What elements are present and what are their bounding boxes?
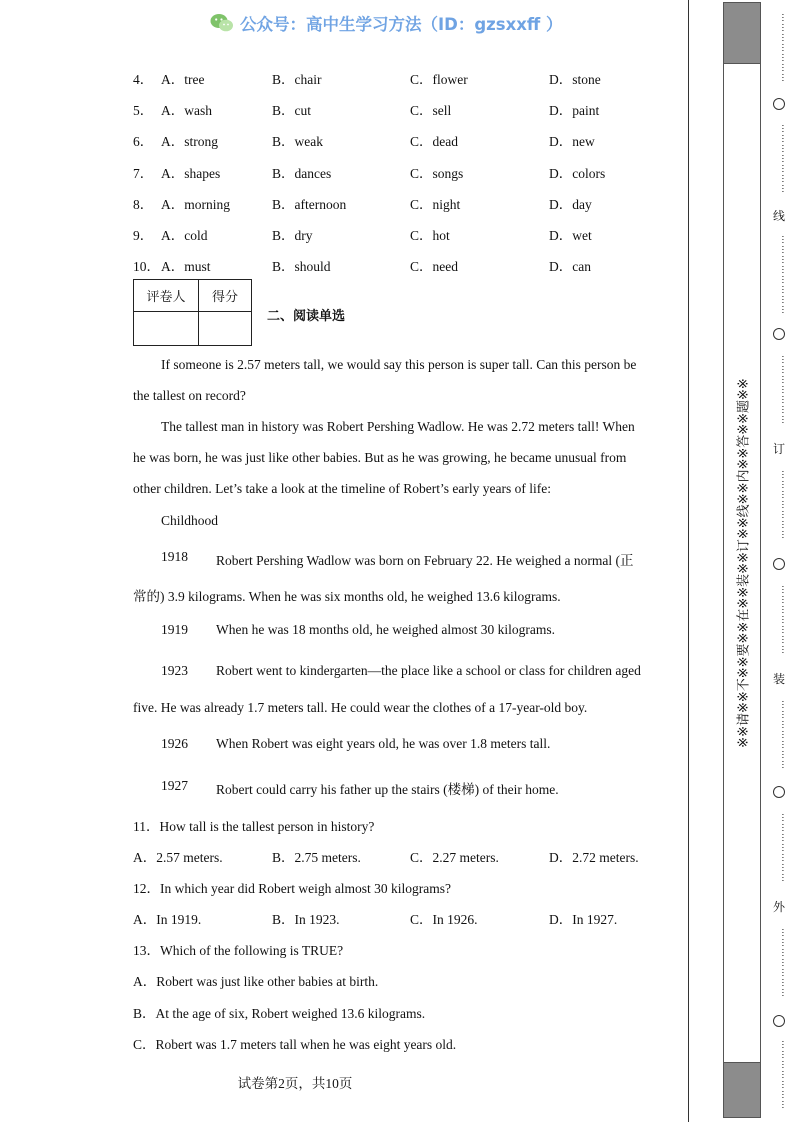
dotted-segment: ⋯⋯⋯⋯⋯⋯⋯: [777, 355, 787, 425]
binding-mark-zhuang: 装: [772, 672, 785, 686]
binding-dotted-line: [768, 0, 792, 1122]
score-table-grader-cell: [134, 312, 199, 346]
score-table-grader-header: 评卷人: [134, 280, 199, 312]
question-row: [0, 130, 690, 150]
option-a: A．2.57 meters.: [133, 850, 223, 865]
option-c: C．night: [410, 197, 461, 212]
score-table-score-header: 得分: [199, 280, 252, 312]
dotted-segment: ⋯⋯⋯⋯⋯⋯⋯: [777, 585, 787, 655]
option-c: C．flower: [410, 72, 468, 87]
dotted-segment: ⋯⋯⋯⋯⋯⋯⋯: [777, 928, 787, 998]
page-header: [210, 10, 610, 36]
option-d: D．can: [549, 259, 591, 274]
option-a: A．wash: [161, 103, 212, 118]
question-row: [0, 255, 690, 275]
timeline-text: five. He was already 1.7 meters tall. He could wear the clothes of a 17-year-old boy.: [133, 700, 588, 715]
timeline-year: 1927: [161, 778, 188, 793]
option-b: B．In 1923.: [272, 912, 340, 927]
binding-warning: ※※请※※不※※要※※在※※装※※订※※线※※内※※答※※题※※: [736, 378, 752, 748]
option-b: B．cut: [272, 103, 311, 118]
binding-border: [688, 0, 689, 1122]
option-b: B．dry: [272, 228, 313, 243]
option-c: C．sell: [410, 103, 452, 118]
circle-mark: [773, 1015, 785, 1027]
option-b: B．chair: [272, 72, 322, 87]
option-a: A．shapes: [161, 166, 221, 181]
page-footer: 试卷第2页，共10页: [237, 1076, 353, 1091]
passage-line: The tallest man in history was Robert Pershing Wadlow. He was 2.72 meters tall! When: [161, 419, 635, 434]
section-title: 二、阅读单选: [267, 309, 346, 324]
option-d: D．new: [549, 134, 595, 149]
option-c: C．dead: [410, 134, 458, 149]
option-b: B．afternoon: [272, 197, 347, 212]
dotted-segment: ⋯⋯⋯⋯⋯⋯⋯⋯: [777, 235, 787, 315]
passage-line: he was born, he was just like other babies. But as he was growing, he became unusual from: [133, 450, 627, 465]
circle-mark: [773, 328, 785, 340]
option-a: A．strong: [161, 134, 218, 149]
question-row: [0, 99, 690, 119]
dotted-segment: ⋯⋯⋯⋯⋯⋯⋯: [777, 470, 787, 540]
option-b: B．At the age of six, Robert weighed 13.6 kilograms.: [133, 1006, 426, 1021]
option-a: A．Robert was just like other babies at birth.: [133, 974, 379, 989]
passage-line: If someone is 2.57 meters tall, we would say this person is super tall. Can this person be: [161, 357, 637, 372]
dotted-segment: ⋯⋯⋯⋯⋯⋯⋯: [777, 813, 787, 883]
question-number: 8．: [133, 197, 154, 212]
question-number: 5．: [133, 103, 154, 118]
circle-mark: [773, 98, 785, 110]
option-c: C．Robert was 1.7 meters tall when he was eight years old.: [133, 1037, 457, 1052]
question-row: [0, 224, 690, 244]
question-row: [0, 68, 690, 88]
question-11-options: [0, 846, 690, 866]
dotted-segment: ⋯⋯⋯⋯⋯⋯⋯: [777, 700, 787, 770]
option-c: C．hot: [410, 228, 450, 243]
option-d: D．stone: [549, 72, 601, 87]
question-12-options: [0, 908, 690, 928]
question-12-stem: 12．In which year did Robert weigh almost 30 kilograms?: [133, 881, 451, 896]
option-a: A．must: [161, 259, 211, 274]
option-b: B．2.75 meters.: [272, 850, 361, 865]
passage-line: the tallest on record?: [133, 388, 246, 403]
question-number: 9．: [133, 228, 154, 243]
option-c: C．In 1926.: [410, 912, 478, 927]
option-b: B．weak: [272, 134, 323, 149]
option-c: C．need: [410, 259, 458, 274]
question-number: 10．: [133, 259, 160, 274]
option-b: B．should: [272, 259, 331, 274]
option-a: A．cold: [161, 228, 208, 243]
circle-mark: [773, 786, 785, 798]
option-a: A．In 1919.: [133, 912, 202, 927]
option-c: C．songs: [410, 166, 464, 181]
option-b: B．dances: [272, 166, 332, 181]
score-table-score-cell: [199, 312, 252, 346]
binding-strip-cap-top: [724, 3, 760, 64]
timeline-year: 1923: [161, 663, 188, 678]
timeline-year: 1919: [161, 622, 188, 637]
dotted-segment: ⋯⋯⋯⋯⋯⋯⋯: [777, 13, 787, 83]
question-11-stem: 11．How tall is the tallest person in history?: [133, 819, 375, 834]
question-number: 4．: [133, 72, 154, 87]
timeline-text: 常的) 3.9 kilograms. When he was six months old, he weighed 13.6 kilograms.: [133, 589, 561, 604]
timeline-year: 1918: [161, 549, 188, 564]
question-number: 7．: [133, 166, 154, 181]
binding-mark-wai: 外: [772, 900, 785, 914]
option-a: A．morning: [161, 197, 230, 212]
timeline-text: When he was 18 months old, he weighed almost 30 kilograms.: [216, 622, 555, 637]
timeline-text: Robert Pershing Wadlow was born on February 22. He weighed a normal (正: [216, 553, 634, 568]
binding-mark-xian: 线: [772, 209, 785, 223]
timeline-year: 1926: [161, 736, 188, 751]
option-d: D．day: [549, 197, 592, 212]
passage-line: other children. Let’s take a look at the timeline of Robert’s early years of life:: [133, 481, 551, 496]
timeline-text: When Robert was eight years old, he was over 1.8 meters tall.: [216, 736, 551, 751]
option-d: D．wet: [549, 228, 592, 243]
question-row: [0, 162, 690, 182]
option-d: D．paint: [549, 103, 600, 118]
option-d: D．colors: [549, 166, 606, 181]
option-d: D．In 1927.: [549, 912, 618, 927]
dotted-segment: ⋯⋯⋯⋯⋯⋯⋯: [777, 124, 787, 194]
binding-mark-ding: 订: [772, 442, 785, 456]
question-number: 6．: [133, 134, 154, 149]
option-c: C．2.27 meters.: [410, 850, 499, 865]
dotted-segment: ⋯⋯⋯⋯⋯⋯⋯: [777, 1040, 787, 1110]
header-text: 公众号：高中生学习方法（ID：gzsxxff ）: [240, 15, 563, 34]
option-d: D．2.72 meters.: [549, 850, 639, 865]
wechat-icon: [210, 12, 234, 34]
question-13-stem: 13．Which of the following is TRUE?: [133, 943, 344, 958]
question-row: [0, 193, 690, 213]
timeline-text: Robert went to kindergarten—the place like a school or class for children aged: [216, 663, 641, 678]
circle-mark: [773, 558, 785, 570]
timeline-text: Robert could carry his father up the stairs (楼梯) of their home.: [216, 782, 559, 797]
option-a: A．tree: [161, 72, 205, 87]
passage-subtitle: Childhood: [161, 513, 219, 528]
binding-strip-cap-bottom: [724, 1062, 760, 1117]
score-table: [133, 279, 252, 346]
